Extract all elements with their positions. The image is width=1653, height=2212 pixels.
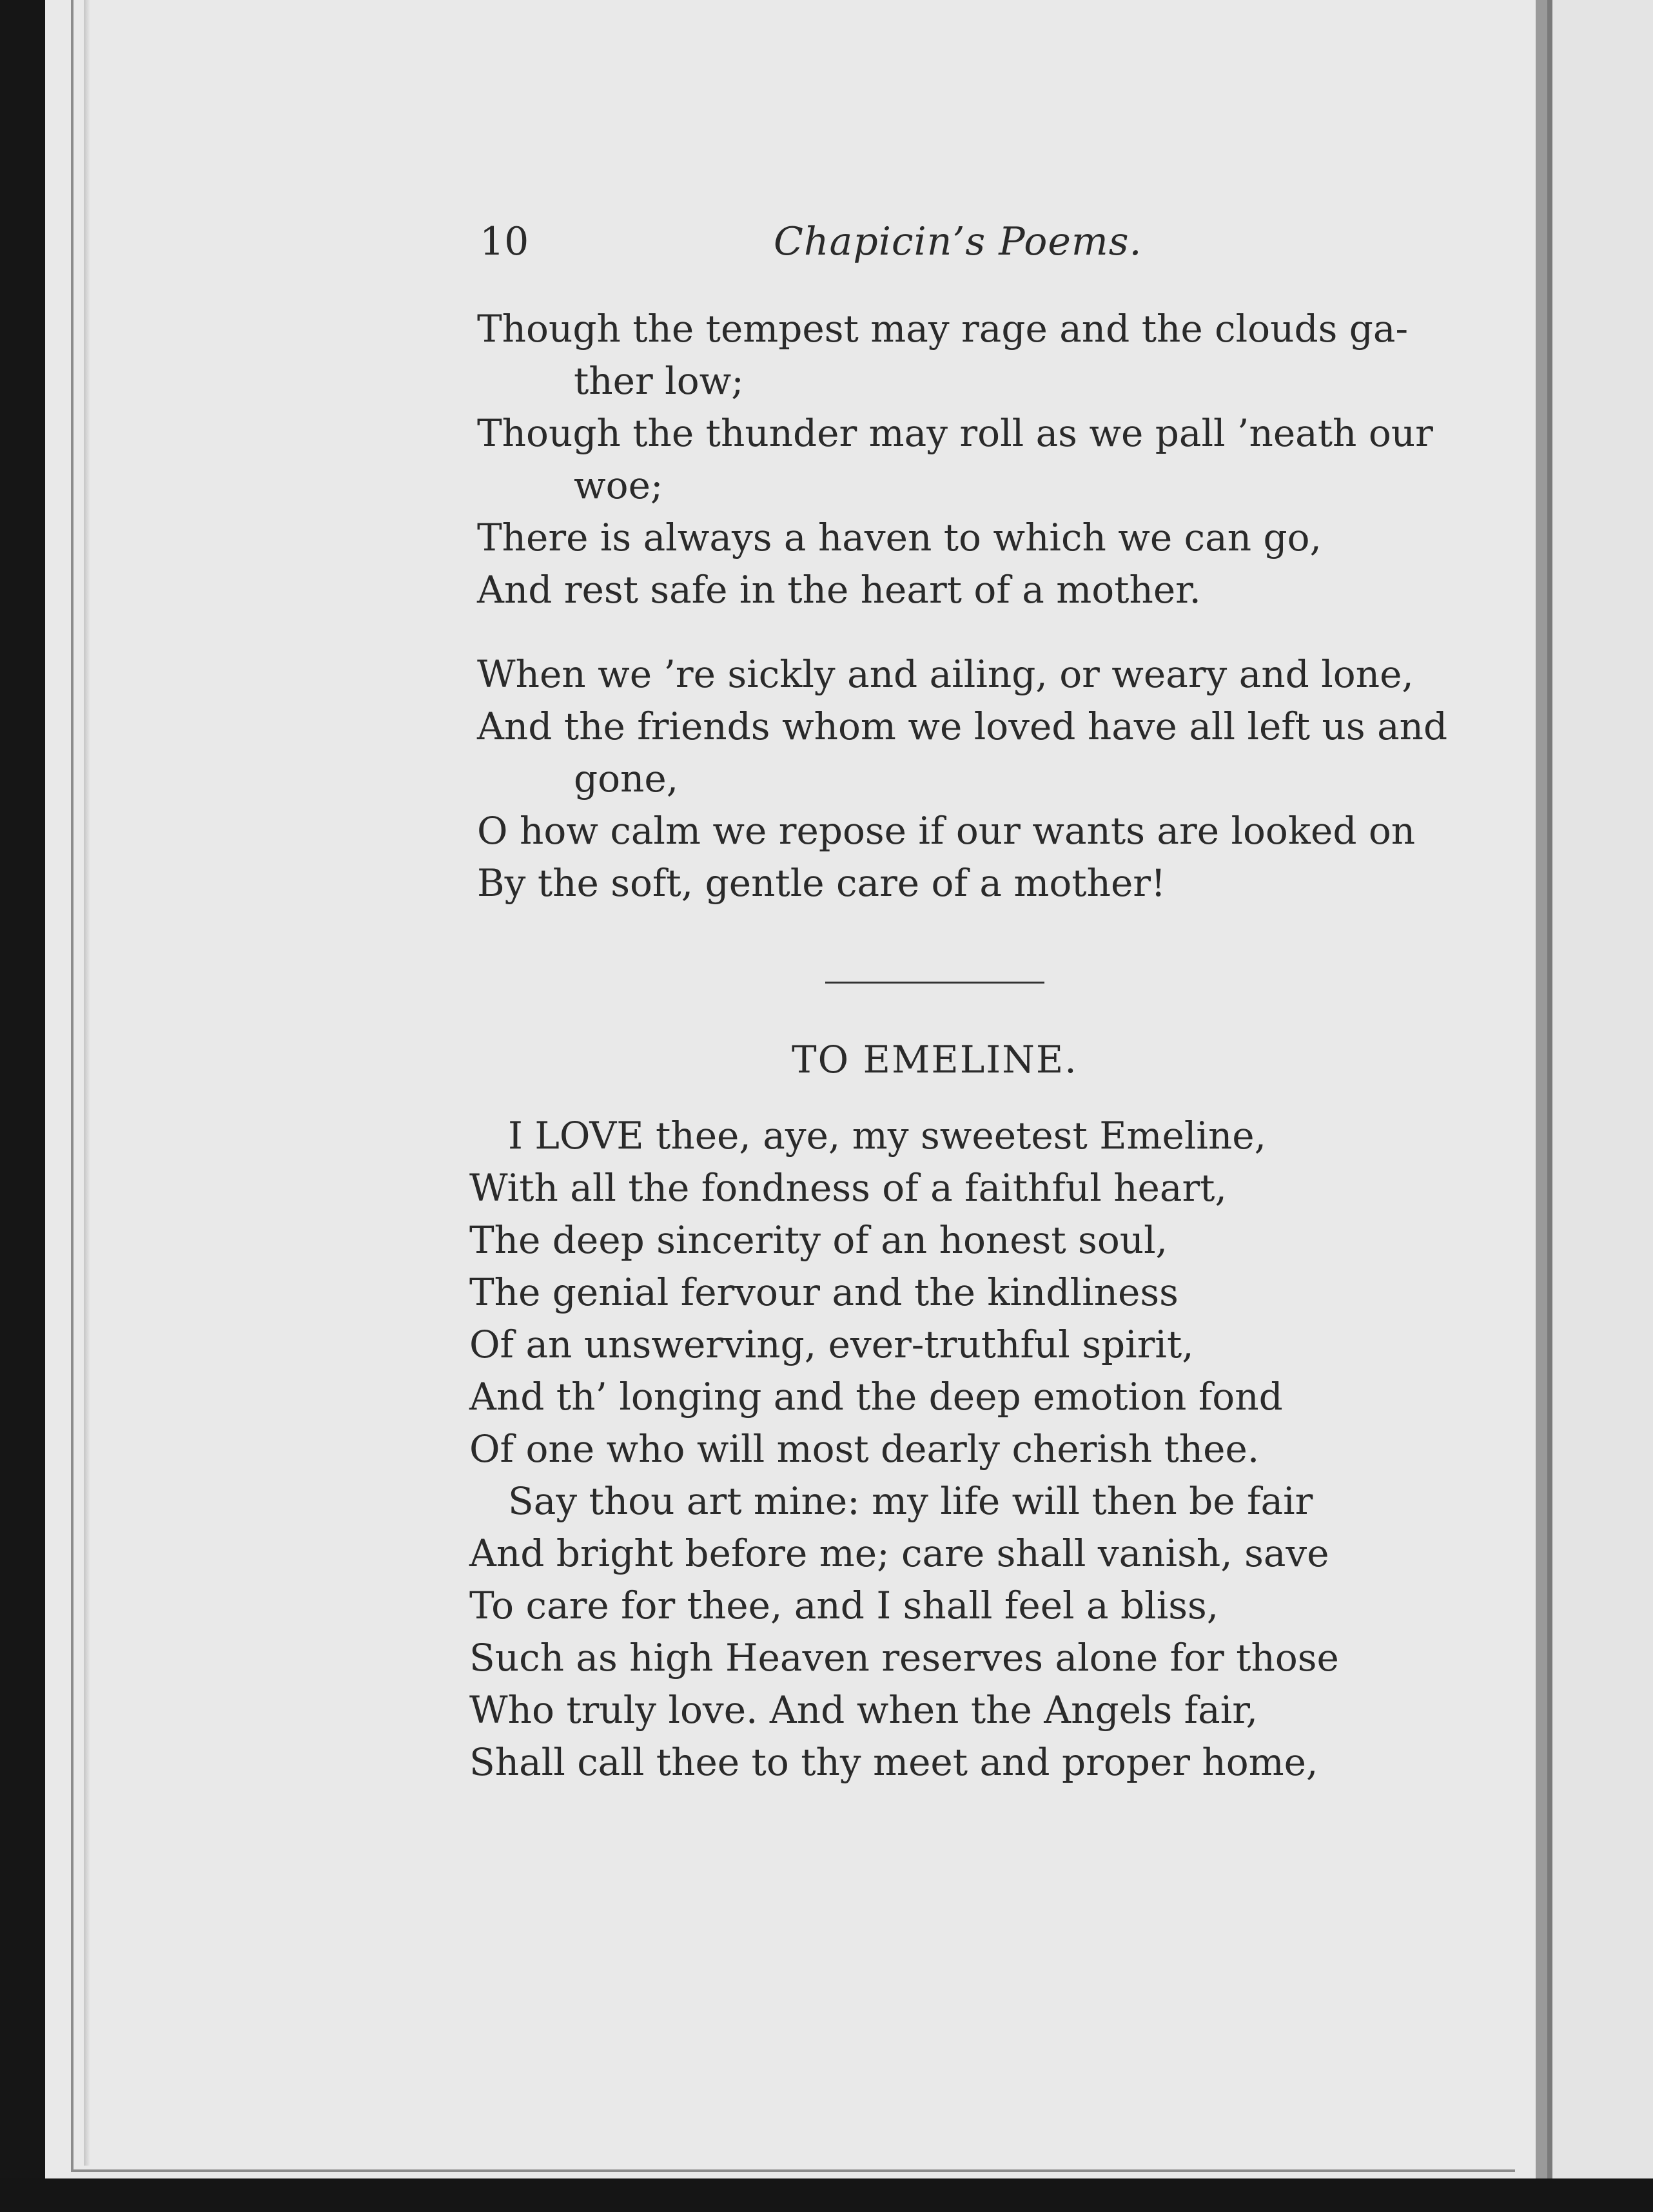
verse-line: And rest safe in the heart of a mother. <box>477 568 1201 612</box>
verse-line: Shall call thee to thy meet and proper home, <box>469 1740 1318 1784</box>
verse-line: Such as high Heaven reserves alone for those <box>469 1636 1339 1680</box>
verse-line-first <box>469 1110 1431 1162</box>
verse-line-turnover: gone, <box>574 757 679 800</box>
verse-line-paragraph-start: Say thou art mine: my life will then be fair <box>508 1479 1313 1523</box>
section-divider <box>825 982 1044 984</box>
opening-words: I LOVE <box>508 1114 644 1158</box>
verse-line: O how calm we repose if our wants are looked on <box>477 809 1416 853</box>
page-number: 10 <box>480 219 529 264</box>
verse-line: When we ’re sickly and ailing, or weary and lone, <box>477 652 1414 696</box>
verse-line: With all the fondness of a faithful heart, <box>469 1166 1227 1210</box>
book-title: Chapicin’s Poems. <box>774 219 1142 264</box>
poem-title: TO EMELINE. <box>792 1038 1078 1082</box>
verse-line: And the friends whom we loved have all left us and <box>477 704 1448 748</box>
page-edge-shadow <box>84 0 90 2166</box>
verse-line: There is always a haven to which we can go, <box>477 516 1322 559</box>
verse-line: And th’ longing and the deep emotion fond <box>469 1375 1283 1419</box>
verse-line: Of an unswerving, ever-truthful spirit, <box>469 1323 1194 1366</box>
first-line-rest: thee, aye, my sweetest Emeline, <box>643 1114 1267 1158</box>
verse-line: By the soft, gentle care of a mother! <box>477 861 1166 905</box>
stanza <box>477 303 1431 616</box>
verse-line: Though the thunder may roll as we pall ’neath our <box>477 411 1433 455</box>
verse-line-turnover: woe; <box>574 463 663 507</box>
verse-line: The deep sincerity of an honest soul, <box>469 1218 1168 1262</box>
verse-line: Though the tempest may rage and the clouds ga- <box>477 307 1409 351</box>
verse-line: And bright before me; care shall vanish, save <box>469 1531 1329 1575</box>
next-page-edge <box>1547 0 1653 2212</box>
verse-line: The genial fervour and the kindliness <box>469 1270 1179 1314</box>
poem-body <box>469 1110 1431 1789</box>
verse-line: Of one who will most dearly cherish thee. <box>469 1427 1260 1471</box>
scan-bottom-border <box>0 2178 1653 2212</box>
verse-line: To care for thee, and I shall feel a bliss, <box>469 1584 1219 1627</box>
page-content <box>464 219 1448 1789</box>
verse-line-turnover: ther low; <box>574 359 744 403</box>
stanza <box>477 648 1448 909</box>
running-head <box>464 219 1431 277</box>
verse-line: Who truly love. And when the Angels fair, <box>469 1688 1258 1732</box>
